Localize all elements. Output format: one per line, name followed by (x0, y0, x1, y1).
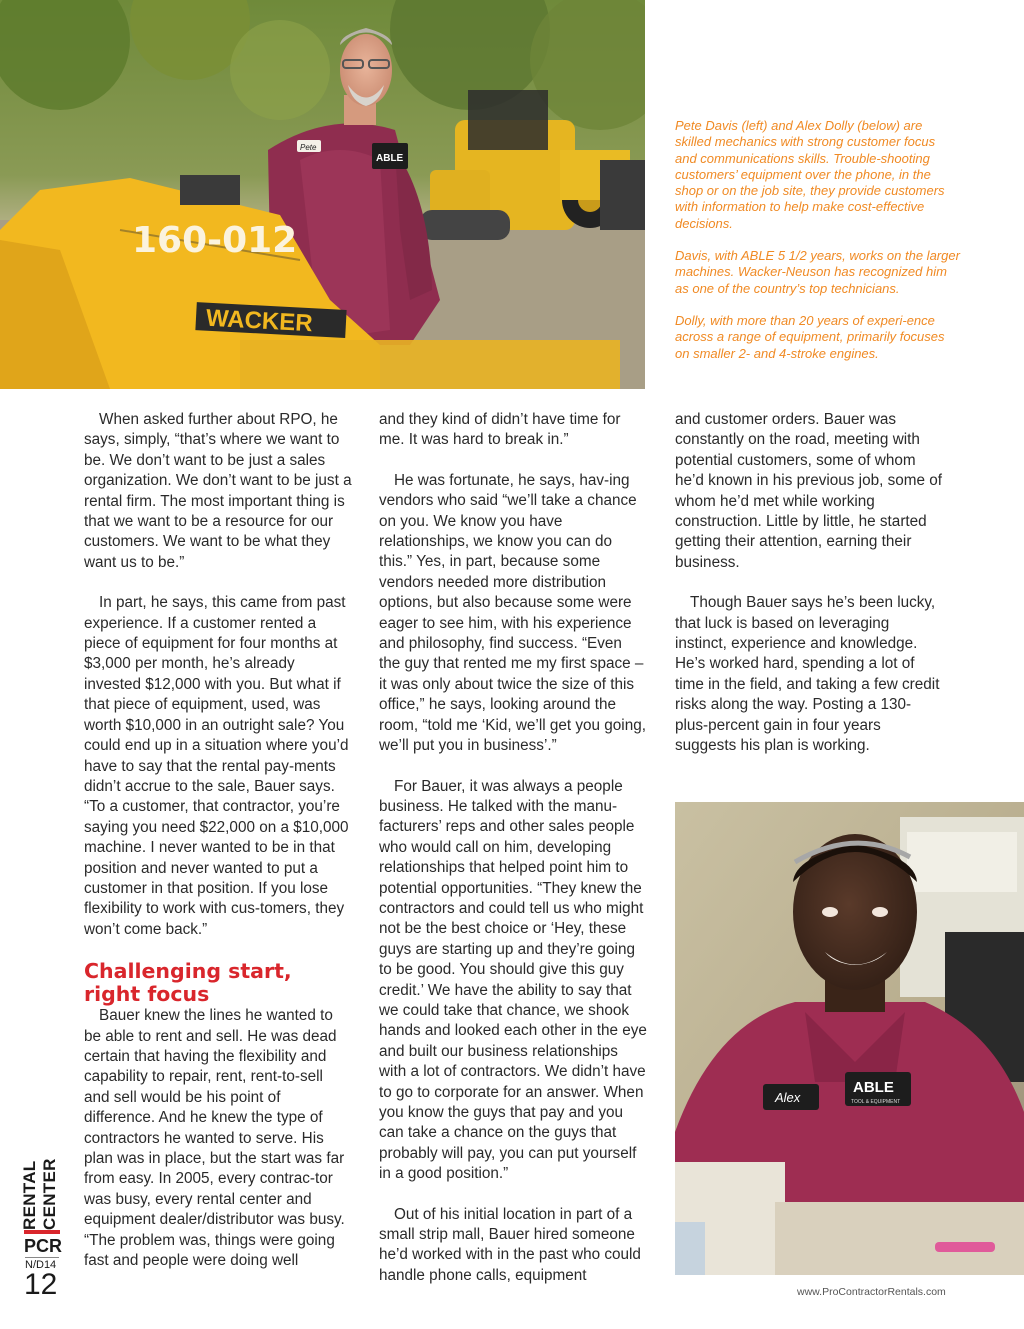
caption-paragraph: Dolly, with more than 20 years of experi-ence across a range of equipment, primarily focuses on smaller 2- and 4-stroke engines. (675, 312, 945, 361)
name-patch-pete: Pete (300, 143, 317, 152)
shirt-logo-able: ABLE (853, 1079, 894, 1096)
caption-paragraph: Pete Davis (left) and Alex Dolly (below) are skilled mechanics with strong customer focus and communications skills. Trouble-shooting customers’ equipment over the phone, in the shop or on the job site, they provide customers with information to help make cost-effective decisions. (675, 118, 945, 231)
photo-alex-dolly (675, 802, 1024, 1275)
body-paragraph: and they kind of didn’t have time for me. It was hard to break in.” (379, 411, 621, 449)
magazine-logo: PCR (24, 1236, 63, 1256)
folio-accent-bar (24, 1230, 60, 1234)
body-paragraph: In part, he says, this came from past experience. If a customer rented a piece of equipment for four months at $3,000 per month, he’s already invested $12,000 with you. But what if that piece of equipment, used, was worth $10,000 in an outright sale? You could end up in a situation where you’d have to say that the rental pay-ments didn’t accrue to the sale, Bauer says. “To a customer, that contractor, you’re saying you need $22,000 on a $10,000 machine. I never wanted to be in that position and never wanted to put a customer in that position. If you lose flexibility to work with cus-tomers, they won’t come back.” (84, 594, 349, 938)
section-tag-line: CENTER (40, 1158, 59, 1230)
body-paragraph: When asked further about RPO, he says, simply, “that’s where we want to be. We don’t want to be just a sales organization. We don’t want to be just a rental firm. The most important thing is that we want to be a resource for our customers. We want to be what they want us to be.” (84, 411, 352, 571)
shirt-logo-subtext: TOOL & EQUIPMENT (851, 1099, 901, 1105)
article-column-3 (675, 410, 943, 777)
article-column-1 (84, 410, 352, 1291)
body-paragraph: For Bauer, it was always a people business. He talked with the manu-facturers’ reps and other sales people who would call on him, developing relationships that helped point him to potential opportunities. “They knew the contractors and could tell us who might not be the best choice or ‘Hey, these guys are starting up and they’re going to be good. You should give this guy credit.’ We have the ability to say that we could take that chance, we shook hands and looked each other in the eye and built our business relationships with a lot of contractors. We didn’t have to go to corporate for an answer. When you know the guys that pay and you can take a chance on the guys that probably will pay, you can put yourself in a good position.” (379, 777, 647, 1183)
machine-number: 160-012 (132, 220, 298, 261)
footer-url: www.ProContractorRentals.com (797, 1286, 946, 1298)
issue-label: N/D14 (25, 1257, 59, 1271)
page-number: 12 (24, 1268, 58, 1301)
section-tag (20, 1148, 62, 1230)
body-paragraph: He was fortunate, he says, hav-ing vendors who said “we’ll take a chance on you. We know you have relationships, we know you can do this.” Yes, in part, because some vendors needed more distribution options, but also because some were eager to see him, with his experience and philosophy, find success. “Even the guy that rented me my first space – it was only about twice the size of this office,” he says, looking around the room, “told me ‘Kid, we’ll get you going, we’ll put you in business’.” (379, 471, 646, 755)
body-paragraph: and customer orders. Bauer was constantly on the road, meeting with potential customers, some of whom he’d known in his previous job, some of whom he’d met while working construction. Little by little, he started getting their attention, earning their business. (675, 411, 942, 571)
body-paragraph: Bauer knew the lines he wanted to be able to rent and sell. He was dead certain that having the flexibility and capability to repair, rent, rent-to-sell and sell would be his point of difference. And he knew the type of contractors he wanted to serve. His plan was in place, but the start was far from easy. In 2005, every contrac-tor was busy, every rental center and equipment dealer/distributor was busy. “The problem was, things were going fast and people were doing well (84, 1007, 345, 1270)
body-paragraph: Though Bauer says he’s been lucky, that luck is based on leveraging instinct, experience and knowledge. He’s worked hard, spending a lot of time in the field, and taking a few credit risks along the way. Posting a 130-plus-percent gain in four years suggests his plan is working. (675, 594, 940, 755)
article-column-2 (379, 410, 647, 1306)
name-patch-alex: Alex (775, 1090, 801, 1105)
caption-paragraph: Davis, with ABLE 5 1/2 years, works on the larger machines. Wacker-Neuson has recognized him as one of the country’s top technicians. (675, 248, 960, 296)
body-paragraph: Out of his initial location in part of a small strip mall, Bauer hired someone he’d worked with in the past who could handle phone calls, equipment (379, 1205, 641, 1284)
photo-pete-davis (0, 0, 645, 389)
shirt-logo-able: ABLE (376, 153, 404, 164)
section-heading (84, 960, 352, 1006)
photo-caption (675, 118, 960, 378)
machine-brand: WACKER (205, 304, 314, 338)
section-heading-line: Challenging start, (84, 959, 292, 984)
section-heading-line: right focus (84, 982, 210, 1007)
section-tag-line: RENTAL (20, 1160, 39, 1230)
